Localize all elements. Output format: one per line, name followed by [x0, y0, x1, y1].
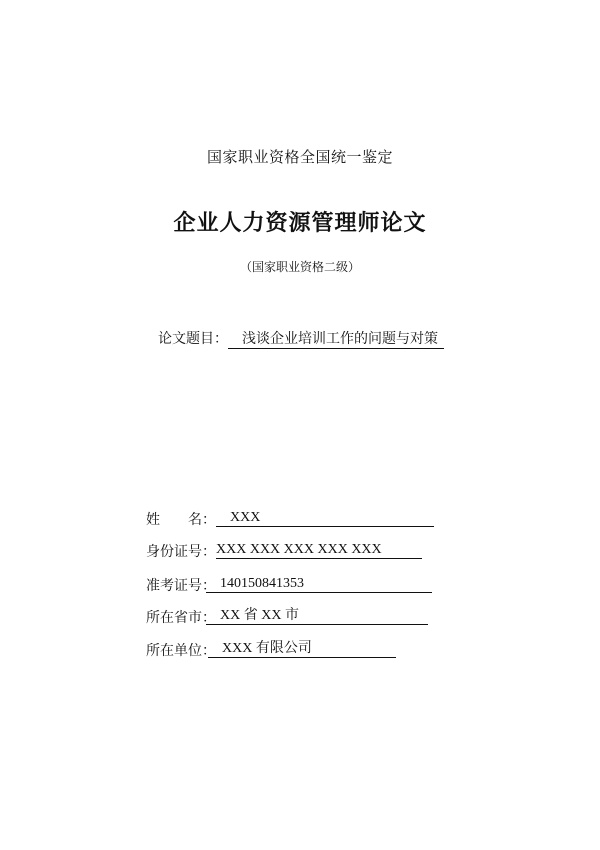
thesis-title: 企业人力资源管理师论文 — [173, 211, 427, 236]
qualification-level: （国家职业资格二级） — [239, 260, 360, 274]
id-number-value: XXX XXX XXX XXX XXX — [216, 541, 422, 559]
thesis-topic-label: 论文题目： — [158, 331, 228, 347]
thesis-topic-value: 浅谈企业培训工作的问题与对策 — [228, 331, 444, 349]
certification-authority: 国家职业资格全国统一鉴定 — [206, 148, 393, 166]
employer-label: 所在单位： — [146, 643, 216, 659]
employer-value: XXX 有限公司 — [208, 640, 396, 658]
name-value: XXX — [216, 509, 434, 527]
exam-number-label: 准考证号： — [146, 578, 216, 594]
location-label: 所在省市： — [146, 610, 216, 626]
exam-number-value: 140150841353 — [206, 575, 432, 593]
thesis-topic-row — [158, 328, 444, 349]
id-number-label: 身份证号： — [146, 544, 216, 560]
name-label-second: 名： — [188, 512, 216, 528]
location-value: XX 省 XX 市 — [206, 607, 428, 625]
name-label-first: 姓 — [146, 512, 160, 528]
